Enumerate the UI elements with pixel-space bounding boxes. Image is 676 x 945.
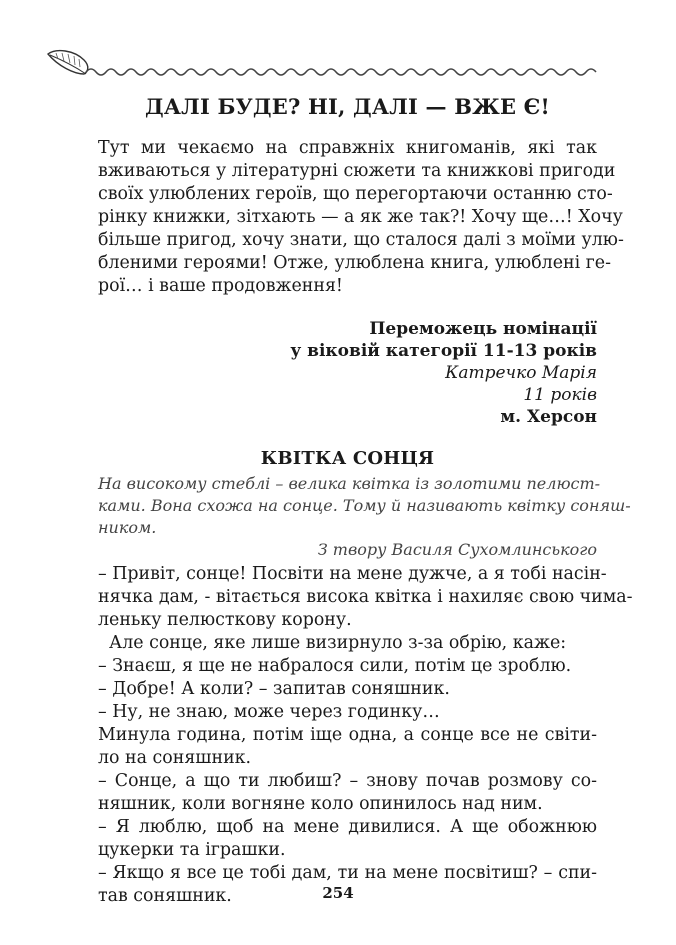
epigraph-line: ником. xyxy=(98,518,157,537)
header-ornament xyxy=(44,44,604,84)
page-number: 254 xyxy=(322,884,354,902)
story-title: КВІТКА СОНЦЯ xyxy=(260,448,435,469)
intro-line: своїх улюблених героїв, що перегортаючи останню сто- xyxy=(98,184,613,204)
author-city: м. Херсон xyxy=(500,407,597,427)
intro-line: вживаються у літературні сюжети та книжкові пригоди xyxy=(98,161,616,181)
intro-line: більше пригод, хочу знати, що сталося далі з моїми улю- xyxy=(98,230,624,250)
author-age: 11 років xyxy=(523,385,597,405)
intro-line: рої… і ваше продовження! xyxy=(98,276,343,296)
intro-line: бленими героями! Отже, улюблена книга, улюблені ге- xyxy=(98,253,611,273)
story-line: – Якщо я все це тобі дам, ти на мене посвітиш? – спи- xyxy=(98,863,597,883)
story-line: Минула година, потім іще одна, а сонце все не світи- xyxy=(98,725,597,745)
nomination-line: Переможець номінації xyxy=(369,319,597,339)
story-line: цукерки та іграшки. xyxy=(98,840,286,860)
story-line: – Знаєш, я ще не набралося сили, потім це зроблю. xyxy=(98,656,572,676)
author-name: Катречко Марія xyxy=(445,363,597,383)
story-line: нячка дам, - вітається висока квітка і нахиляє свою чима- xyxy=(98,587,633,607)
intro-line: рінку книжки, зітхають — а як же так?! Хочу ще…! Хочу xyxy=(98,207,623,227)
epigraph-line: На високому стеблі – велика квітка із золотими пелюст- xyxy=(98,474,601,493)
story-line: леньку пелюсткову корону. xyxy=(98,610,352,630)
story-line: тав соняшник. xyxy=(98,886,232,906)
epigraph-line: ками. Вона схожа на сонце. Тому й називають квітку соняш- xyxy=(98,496,631,515)
story-line: – Ну, не знаю, може через годинку… xyxy=(98,702,440,722)
signature-block xyxy=(98,318,597,428)
page-title: ДАЛІ БУДЕ? НІ, ДАЛІ — ВЖЕ Є! xyxy=(145,94,550,119)
wavy-divider xyxy=(86,69,596,75)
intro-line: Тут ми чекаємо на справжніх книгоманів, які так xyxy=(98,138,597,158)
intro-paragraph xyxy=(98,137,624,298)
story-line: няшник, коли вогняне коло опинилось над ним. xyxy=(98,794,543,814)
story-line: – Привіт, сонце! Посвіти на мене дужче, а я тобі насін- xyxy=(98,564,607,584)
story-body xyxy=(98,563,633,908)
story-line: – Я люблю, щоб на мене дивилися. А ще обожнюю xyxy=(98,817,597,837)
epigraph-source: З твору Василя Сухомлинського xyxy=(317,540,597,559)
story-line: ло на соняшник. xyxy=(98,748,252,768)
feather-icon xyxy=(48,51,88,74)
page-content xyxy=(98,86,633,908)
story-line: – Сонце, а що ти любиш? – знову почав розмову со- xyxy=(98,771,597,791)
story-line: Але сонце, яке лише визирнуло з-за обрію, каже: xyxy=(98,633,567,653)
epigraph xyxy=(98,473,631,539)
category-line: у віковій категорії 11-13 років xyxy=(290,341,597,361)
story-line: – Добре! А коли? – запитав соняшник. xyxy=(98,679,450,699)
